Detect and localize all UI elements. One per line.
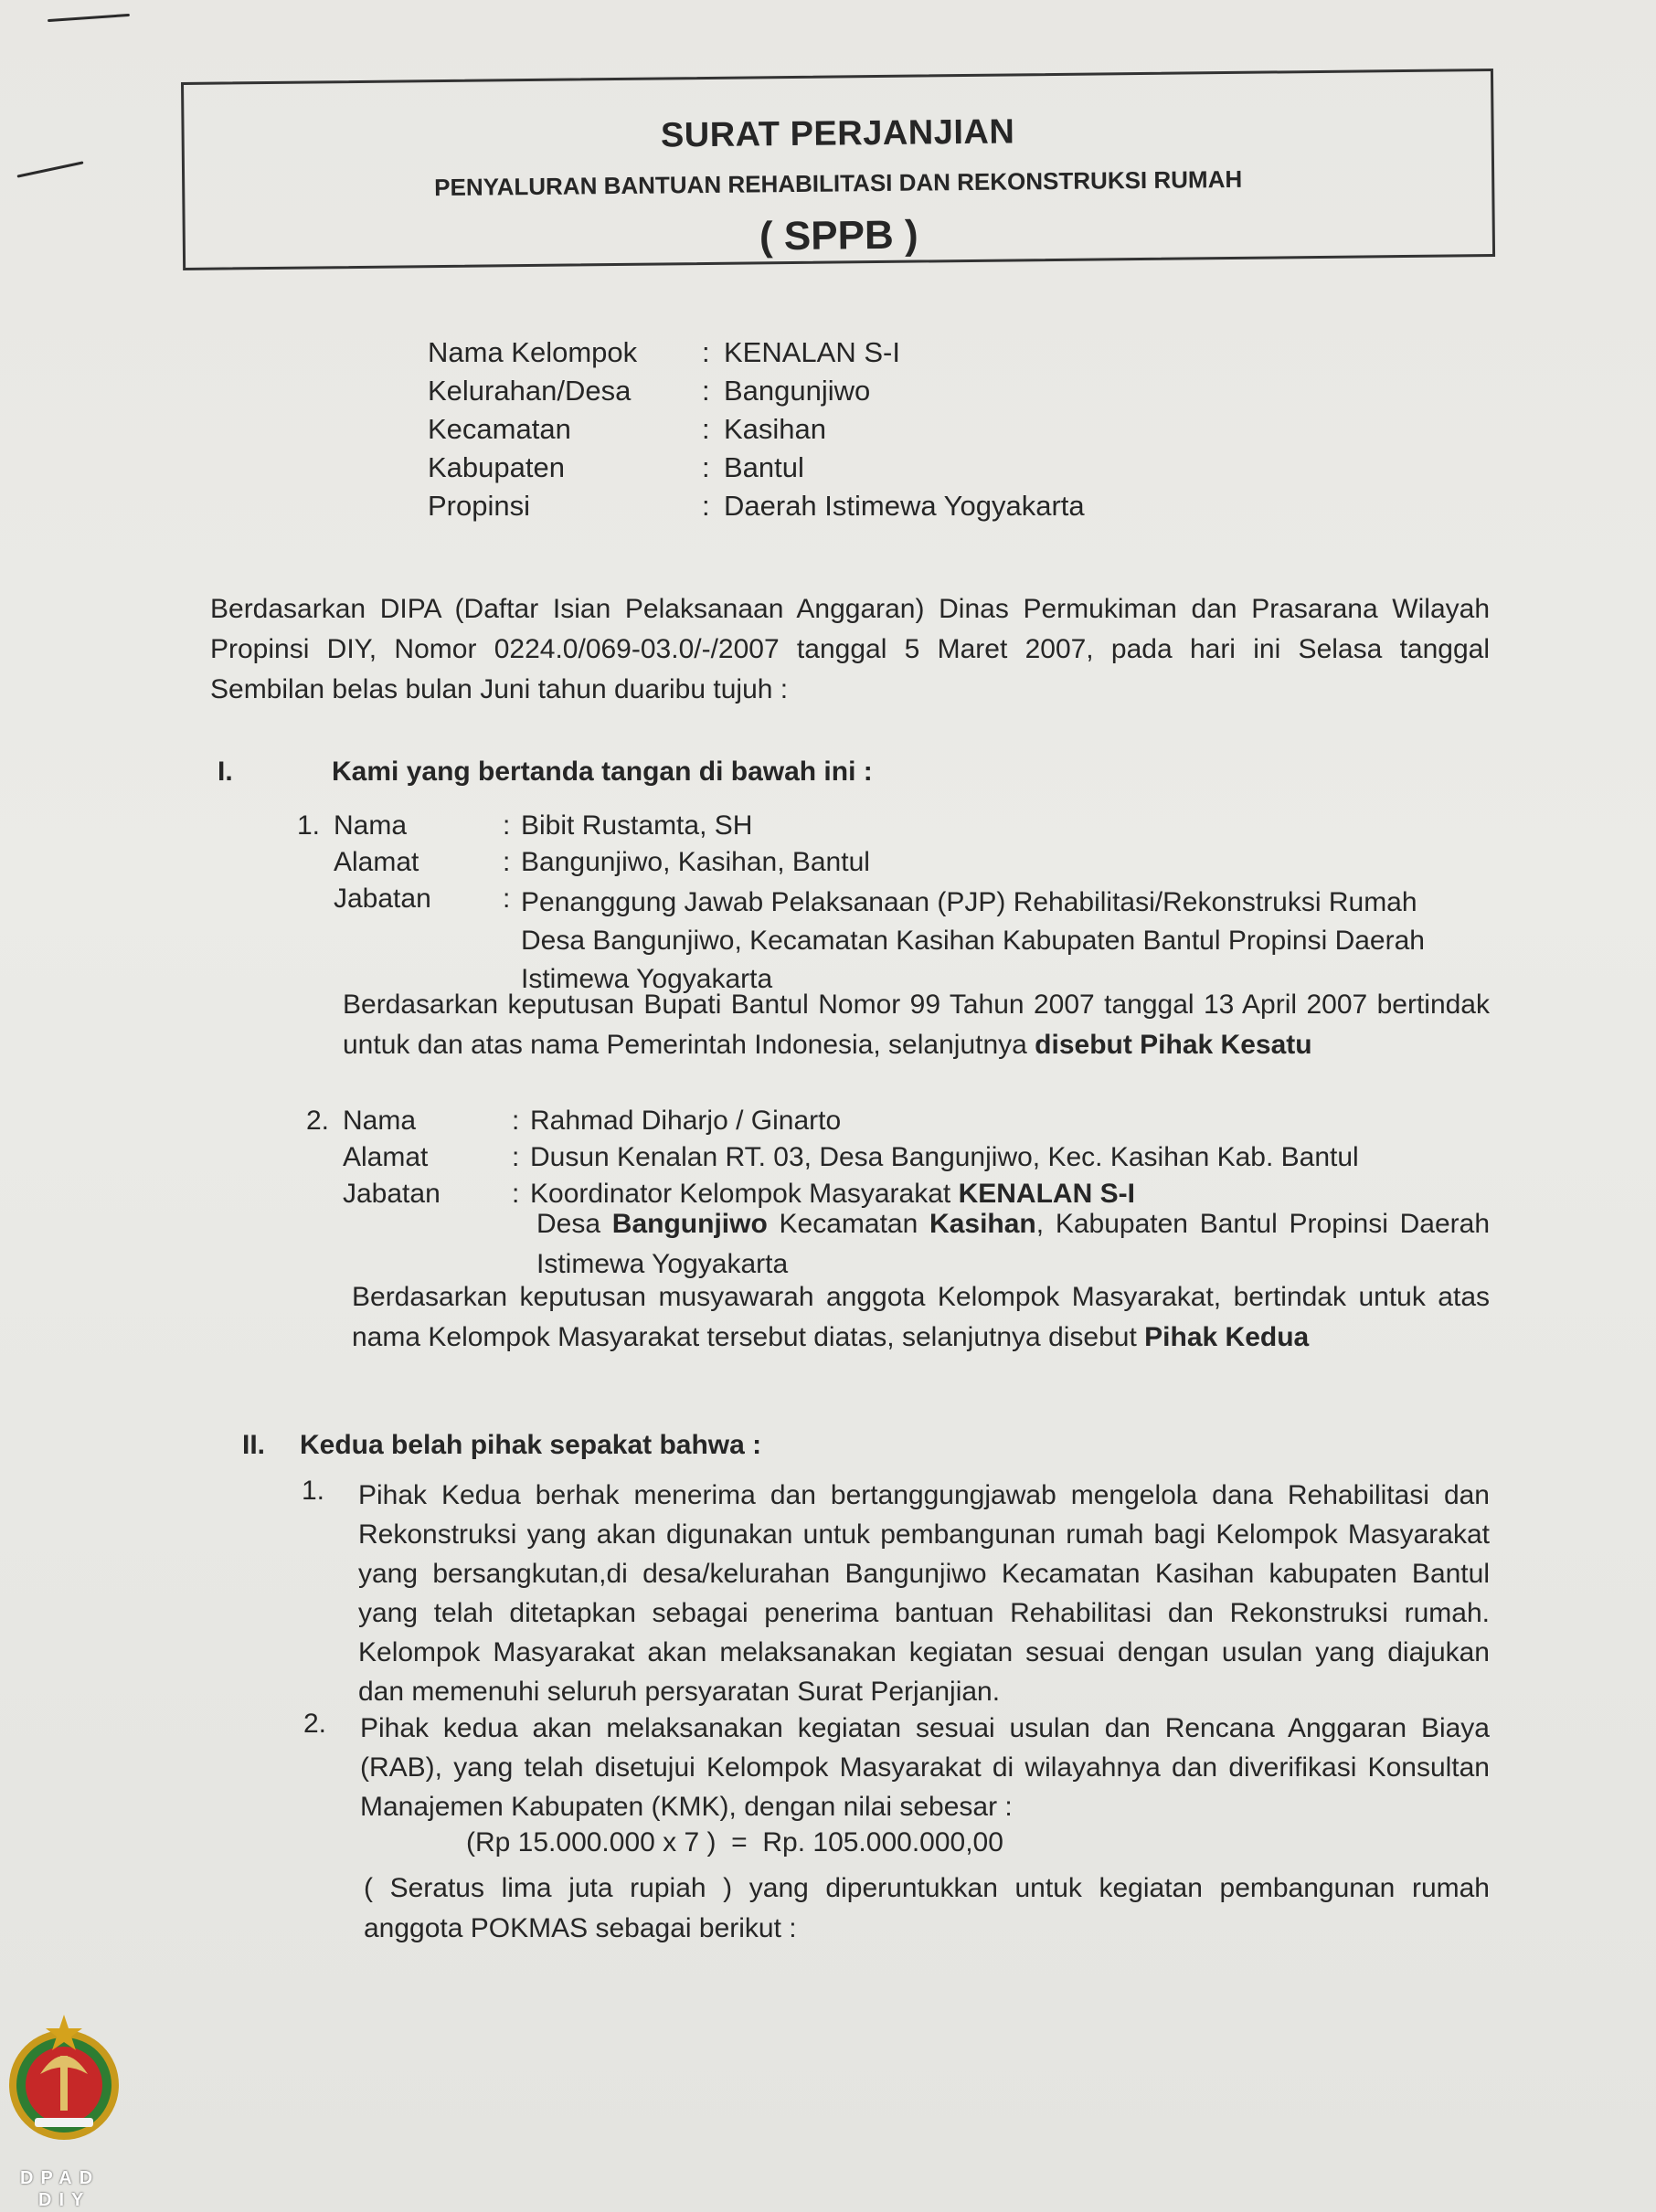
- section-1-roman: I.: [218, 757, 233, 787]
- grant-amount-words: ( Seratus lima juta rupiah ) yang diperuntukkan untuk kegiatan pembangunan rumah anggota POKMAS sebagai berikut :: [364, 1873, 1490, 1943]
- party2-position-cont: Desa Bangunjiwo Kecamatan Kasihan, Kabupaten Bantul Propinsi Daerah Istimewa Yogyakarta: [536, 1209, 1491, 1279]
- identity-table: [428, 333, 1085, 525]
- identity-row: Kecamatan : Kasihan: [428, 410, 1085, 449]
- agreement-item-2-text: Pihak kedua akan melaksanakan kegiatan sesuai usulan dan Rencana Anggaran Biaya (RAB), yang telah disetujui Kelompok Masyarakat di wilayahnya dan diverifikasi Konsultan Manajemen Kabupaten (KMK), dengan nilai sebesar :: [360, 1713, 1490, 1822]
- identity-value: Bantul: [724, 451, 804, 483]
- party2-number: 2.: [306, 1106, 330, 1136]
- agreement-item-1: [302, 1476, 1490, 1711]
- party2-address: Dusun Kenalan RT. 03, Desa Bangunjiwo, Kec. Kasihan Kab. Bantul: [530, 1142, 1359, 1172]
- party1-name-row: 1. Nama : Bibit Rustamta, SH: [297, 810, 753, 841]
- agreement-item-1-number: 1.: [302, 1476, 325, 1506]
- document-title: SURAT PERJANJIAN: [660, 112, 1015, 155]
- identity-value: Bangunjiwo: [724, 375, 871, 407]
- party2-address-row: Alamat : Dusun Kenalan RT. 03, Desa Bangunjiwo, Kec. Kasihan Kab. Bantul: [343, 1142, 1359, 1172]
- document-subtitle: PENYALURAN BANTUAN REHABILITASI DAN REKONSTRUKSI RUMAH: [434, 164, 1243, 202]
- party1-name-label: Nama: [334, 810, 408, 841]
- identity-row: Propinsi : Daerah Istimewa Yogyakarta: [428, 487, 1085, 525]
- identity-label: Kabupaten: [428, 451, 565, 483]
- identity-label: Propinsi: [428, 490, 530, 522]
- section-2-roman: II.: [242, 1430, 266, 1460]
- agreement-item-2-number: 2.: [303, 1709, 327, 1739]
- identity-value: Kasihan: [724, 413, 827, 445]
- party2-position-label: Jabatan: [343, 1179, 441, 1209]
- party1-address-label: Alamat: [334, 847, 419, 877]
- party1-address-row: Alamat : Bangunjiwo, Kasihan, Bantul: [334, 847, 870, 877]
- identity-value: Daerah Istimewa Yogyakarta: [724, 490, 1085, 522]
- agreement-item-1-text: Pihak Kedua berhak menerima dan bertanggungjawab mengelola dana Rehabilitasi dan Rekonstruksi yang akan digunakan untuk pembangunan rumah bagi Kelompok Masyarakat yang bersangkutan,di desa/kelurahan Bangunjiwo Kecamatan Kasihan kabupaten Bantul yang telah ditetapkan sebagai penerima bantuan Rehabilitasi dan Rekonstruksi rumah. Kelompok Masyarakat akan melaksanakan kegiatan sesuai dengan usulan yang diajukan dan memenuhi seluruh persyaratan Surat Perjanjian.: [358, 1480, 1490, 1707]
- identity-row: Kelurahan/Desa : Bangunjiwo: [428, 372, 1085, 410]
- party2-position: Koordinator Kelompok Masyarakat KENALAN S-I: [530, 1179, 1135, 1209]
- agreement-item-2: [303, 1709, 1490, 1826]
- identity-value: KENALAN S-I: [724, 336, 900, 368]
- title-box: [181, 69, 1495, 270]
- identity-label: Kelurahan/Desa: [428, 375, 632, 407]
- party1-position: Penanggung Jawab Pelaksanaan (PJP) Rehabilitasi/Rekonstruksi Rumah Desa Bangunjiwo, Kecamatan Kasihan Kabupaten Bantul Propinsi Daerah Istimewa Yogyakarta: [521, 887, 1425, 994]
- party2-name: Rahmad Diharjo / Ginarto: [530, 1106, 842, 1136]
- party1-position-label: Jabatan: [334, 884, 431, 914]
- document-code: ( SPPB ): [759, 212, 918, 259]
- pen-mark: [16, 161, 83, 177]
- preamble-paragraph: Berdasarkan DIPA (Daftar Isian Pelaksanaan Anggaran) Dinas Permukiman dan Prasarana Wilayah Propinsi DIY, Nomor 0224.0/069-03.0/-/2007 tanggal 5 Maret 2007, pada hari ini Selasa tanggal Sembilan belas bulan Juni tahun duaribu tujuh :: [210, 594, 1490, 704]
- identity-row: Nama Kelompok : KENALAN S-I: [428, 333, 1085, 372]
- party2-address-label: Alamat: [343, 1142, 429, 1172]
- party2-name-row: 2. Nama : Rahmad Diharjo / Ginarto: [306, 1106, 842, 1136]
- section-2-heading: Kedua belah pihak sepakat bahwa :: [300, 1430, 762, 1460]
- party1-basis: Berdasarkan keputusan Bupati Bantul Nomor 99 Tahun 2007 tanggal 13 April 2007 bertindak untuk dan atas nama Pemerintah Indonesia, selanjutnya disebut Pihak Kesatu: [343, 990, 1490, 1060]
- logo-caption: DPAD DIY: [20, 2168, 101, 2210]
- party1-position-row: Jabatan : Penanggung Jawab Pelaksanaan (PJP) Rehabilitasi/Rekonstruksi Rumah Desa Bangunjiwo, Kecamatan Kasihan Kabupaten Bantul Propinsi Daerah Istimewa Yogyakarta: [297, 884, 1471, 999]
- party1-address: Bangunjiwo, Kasihan, Bantul: [521, 847, 870, 877]
- party1-number: 1.: [297, 810, 321, 841]
- section-1-heading: Kami yang bertanda tangan di bawah ini :: [332, 757, 873, 787]
- pen-mark: [48, 14, 130, 22]
- identity-label: Kecamatan: [428, 413, 571, 445]
- party2-name-label: Nama: [343, 1106, 417, 1136]
- party1-name: Bibit Rustamta, SH: [521, 810, 753, 841]
- party2-position-row: Jabatan : Koordinator Kelompok Masyarakat KENALAN S-I: [343, 1179, 1135, 1209]
- identity-label: Nama Kelompok: [428, 336, 638, 368]
- party2-basis: Berdasarkan keputusan musyawarah anggota Kelompok Masyarakat, bertindak untuk atas nama Kelompok Masyarakat tersebut diatas, selanjutnya disebut Pihak Kedua: [352, 1282, 1490, 1352]
- identity-row: Kabupaten : Bantul: [428, 449, 1085, 487]
- grant-amount: (Rp 15.000.000 x 7 ) = Rp. 105.000.000,00: [466, 1827, 1003, 1857]
